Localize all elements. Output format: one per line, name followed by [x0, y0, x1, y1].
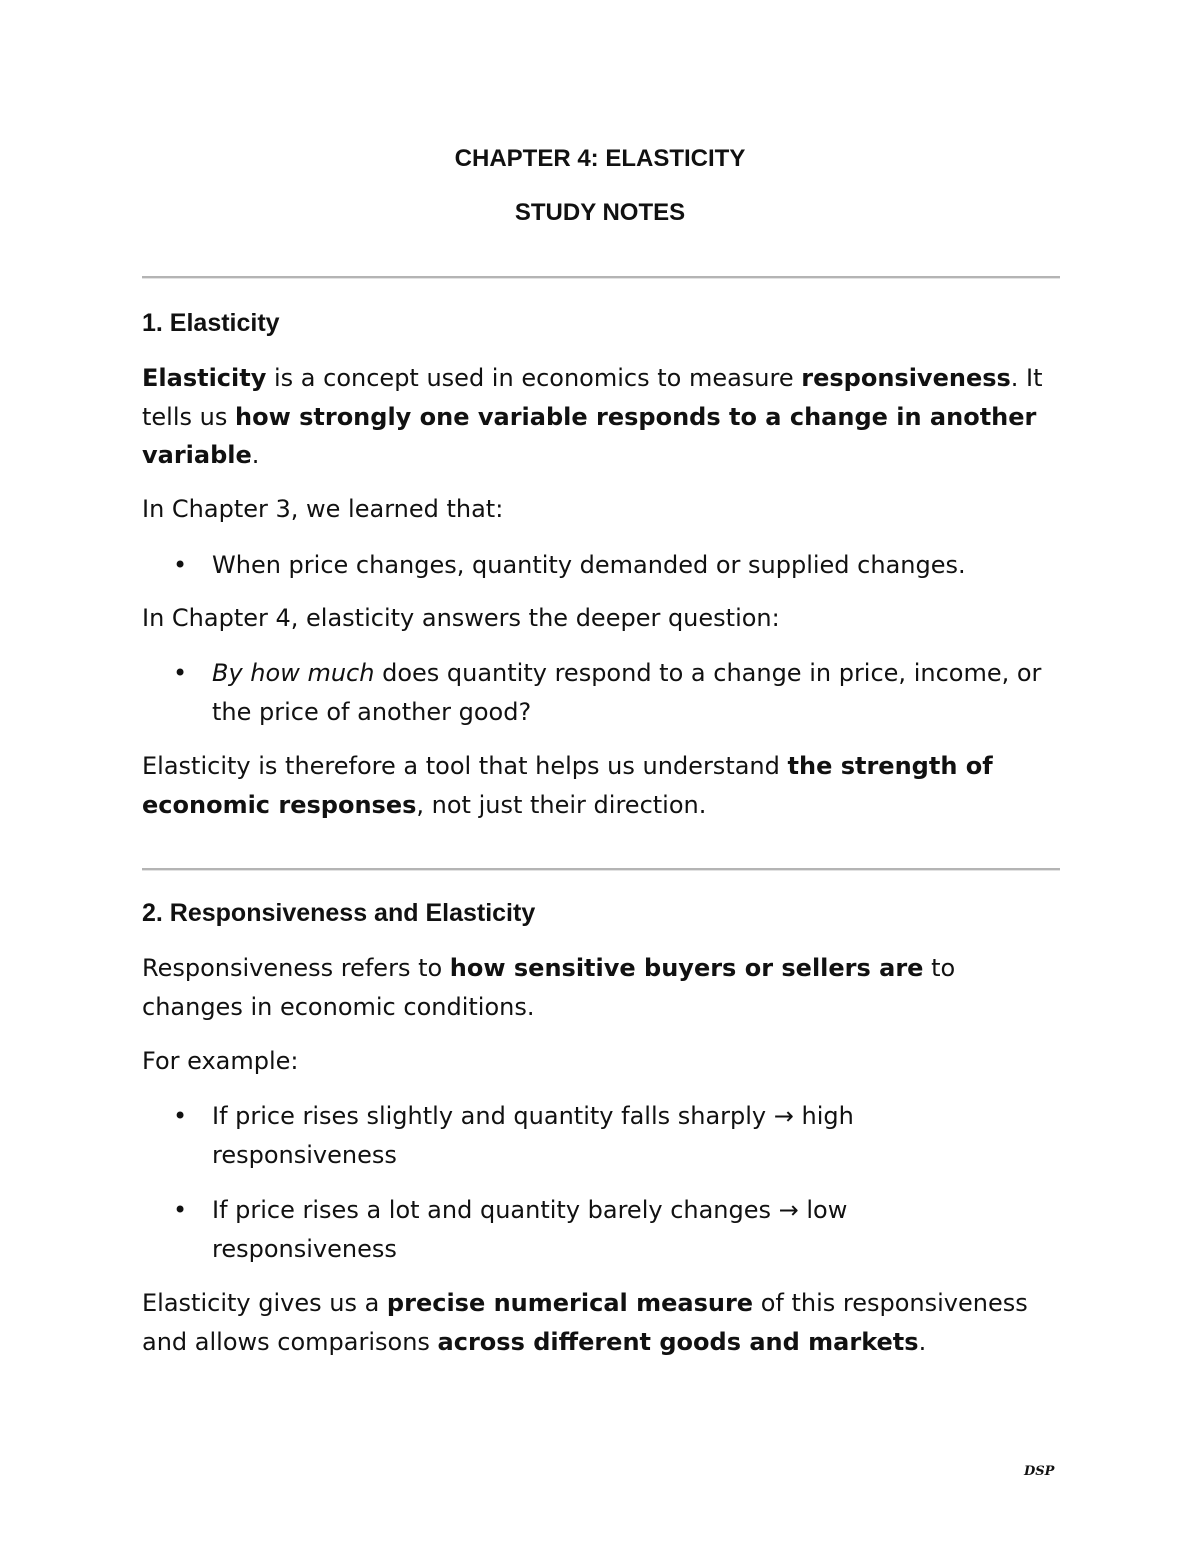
section-divider [142, 276, 1060, 278]
author-mark: DSP [1024, 1464, 1055, 1479]
bullet-marker: • [173, 1196, 188, 1224]
section-heading-elasticity: 1. Elasticity [142, 309, 280, 337]
bullet-marker: • [173, 659, 188, 687]
paragraph-numerical-measure: Elasticity gives us a precise numerical measure of this responsiveness and allows comparisons across different goods and markets. [142, 1289, 1028, 1356]
section-heading-responsiveness: 2. Responsiveness and Elasticity [142, 899, 536, 927]
paragraph-chapter3: In Chapter 3, we learned that: [142, 495, 504, 523]
list-item: When price changes, quantity demanded or supplied changes. [212, 551, 966, 579]
section-divider [142, 868, 1060, 870]
list-item: If price rises a lot and quantity barely changes → low responsiveness [212, 1196, 848, 1263]
paragraph-responsiveness-definition: Responsiveness refers to how sensitive buyers or sellers are to changes in economic conditions. [142, 954, 956, 1021]
chapter-subtitle: STUDY NOTES [514, 199, 686, 226]
paragraph-for-example: For example: [142, 1047, 299, 1075]
bullet-marker: • [173, 551, 188, 579]
list-item: By how much does quantity respond to a change in price, income, or the price of another good? [212, 659, 1042, 726]
chapter-title: CHAPTER 4: ELASTICITY [454, 145, 746, 172]
bullet-marker: • [173, 1102, 188, 1130]
paragraph-elasticity-tool: Elasticity is therefore a tool that helps us understand the strength of economic responses, not just their direction. [142, 752, 993, 819]
term-elasticity: Elasticity [142, 364, 267, 392]
paragraph-elasticity-definition: Elasticity is a concept used in economics to measure responsiveness. It tells us how strongly one variable responds to a change in another variable. [142, 364, 1043, 469]
paragraph-chapter4: In Chapter 4, elasticity answers the deeper question: [142, 604, 780, 632]
list-item: If price rises slightly and quantity falls sharply → high responsiveness [212, 1102, 854, 1169]
